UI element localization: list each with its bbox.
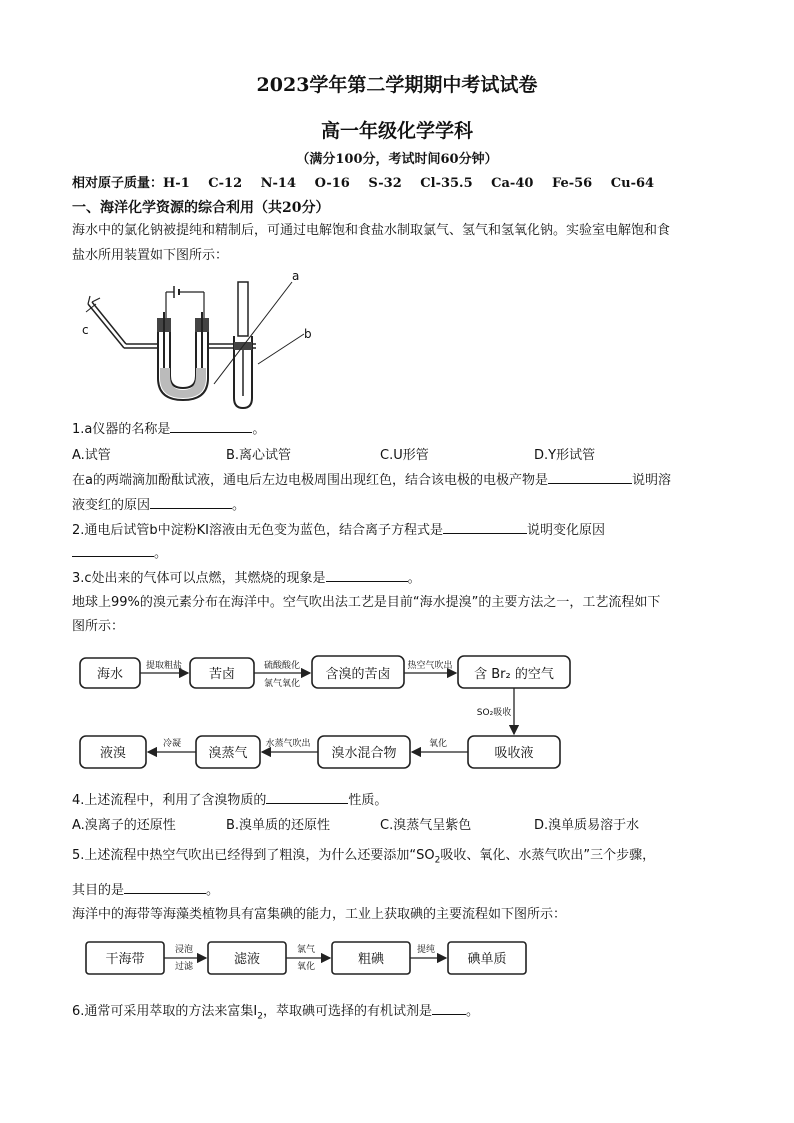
intro-line-1: 海水中的氯化钠被提纯和精制后，可通过电解饱和食盐水制取氯气、氢气和氢氧化钠。实验室电解饱和食 (72, 223, 671, 238)
q4-option-c[interactable]: C.溴蒸气呈紫色 (380, 818, 472, 833)
q2-blank-1[interactable] (443, 519, 527, 534)
q4-blank[interactable] (266, 789, 348, 804)
q1-option-c[interactable]: C.U形管 (380, 448, 429, 463)
exam-title: 2023学年第二学期期中考试试卷 (256, 74, 538, 96)
exam-note: （满分100分，考试时间60分钟） (296, 152, 498, 167)
q4-stem: 4.上述流程中，利用了含溴物质的 (72, 793, 267, 808)
iodine-text-pure: 碘单质 (467, 952, 507, 967)
iodine-text-crude: 粗碘 (357, 952, 385, 967)
atomic-mass-c: C-12 (208, 176, 243, 191)
iodine-label-chlorine: 氯气 (296, 945, 316, 955)
electrolysis-apparatus (78, 268, 338, 414)
q1-follow-blank-2[interactable] (150, 494, 232, 509)
flow-text-br2-air: 含 Br₂ 的空气 (474, 667, 554, 682)
iodine-label-purify: 提纯 (416, 945, 436, 955)
q1-end: 。 (252, 422, 266, 437)
iodine-text-filtrate: 滤液 (233, 952, 261, 967)
q1-follow-line-1 (72, 469, 671, 491)
intro-line-2: 盐水所用装置如下图所示： (72, 248, 229, 263)
iodine-intro: 海洋中的海带等海藻类植物具有富集碘的能力，工业上获取碘的主要流程如下图所示： (72, 907, 567, 922)
q3-stem: 3.c处出来的气体可以点燃，其燃烧的现象是 (72, 571, 326, 586)
q4-option-d[interactable]: D.溴单质易溶于水 (534, 818, 640, 833)
question-6 (72, 1000, 479, 1027)
atomic-mass-cu: Cu-64 (610, 176, 655, 191)
q1-follow-text-a: 在a的两端滴加酚酞试液，通电后左边电极周围出现红色，结合该电极的电极产物是 (72, 473, 548, 488)
q5-so2-sub: 2 (434, 855, 441, 866)
flow-text-seawater: 海水 (96, 667, 124, 682)
iodine-label-oxidize: 氧化 (296, 962, 316, 972)
atomic-mass-n: N-14 (260, 176, 297, 191)
flow-text-bittern: 苦卤 (208, 667, 236, 682)
atomic-mass-h: H-1 (163, 176, 190, 191)
question-3 (72, 567, 421, 589)
flow-text-absorbent: 吸收液 (494, 746, 534, 761)
q2-line-2 (72, 542, 167, 564)
q2-blank-2[interactable] (72, 542, 154, 557)
flow-text-bromine-water: 溴水混合物 (331, 746, 397, 761)
section-heading: 一、海洋化学资源的综合利用（共20分） (72, 200, 330, 216)
q4-option-a[interactable]: A.溴离子的还原性 (72, 818, 176, 833)
flow-text-bromine-vapor: 溴蒸气 (208, 746, 248, 761)
q1-option-d[interactable]: D.Y形试管 (534, 448, 596, 463)
iodine-flow-diagram (80, 936, 540, 982)
q5-line-2 (72, 879, 219, 901)
flow-label-hot-air: 热空气吹出 (407, 661, 453, 671)
atomic-mass-ca: Ca-40 (491, 176, 534, 191)
q2-text-a: 2.通电后试管b中淀粉KI溶液由无色变为蓝色，结合离子方程式是 (72, 523, 444, 538)
q3-end: 。 (407, 571, 421, 586)
flow-label-chlorine-oxidation: 氯气氧化 (263, 679, 301, 689)
question-2 (72, 519, 605, 541)
atomic-mass-label: 相对原子质量： (72, 176, 164, 191)
subject-title: 高一年级化学学科 (320, 120, 473, 142)
atomic-mass-s: S-32 (368, 176, 402, 191)
q1-option-a[interactable]: A.试管 (72, 448, 111, 463)
q4-end: 性质。 (348, 793, 388, 808)
atomic-mass-o: O-16 (314, 176, 350, 191)
flow-text-bromine-bittern: 含溴的苦卤 (325, 667, 391, 682)
iodine-label-soak: 浸泡 (174, 945, 194, 955)
flow-label-acidify: 硫酸酸化 (263, 661, 301, 671)
q5-text-c: 其目的是 (72, 883, 125, 898)
bromine-intro-2: 图所示： (72, 619, 125, 634)
q1-follow-line-2 (72, 494, 245, 516)
label-b: b (304, 327, 312, 341)
flow-label-so2-absorb: SO₂吸收 (476, 708, 512, 718)
q1-stem: 1.a仪器的名称是 (72, 422, 171, 437)
label-a: a (292, 269, 300, 283)
q2-end: 。 (154, 546, 168, 561)
q6-rest: ，萃取碘可选择的有机试剂是 (262, 1004, 432, 1019)
atomic-mass-fe: Fe-56 (551, 176, 593, 191)
atomic-mass-cl: Cl-35.5 (420, 176, 473, 191)
q1-option-b[interactable]: B.离心试管 (226, 448, 292, 463)
q1-follow-end: 。 (232, 498, 246, 513)
q5-end: 。 (206, 883, 220, 898)
question-5 (72, 846, 655, 871)
q3-blank[interactable] (326, 567, 408, 582)
q6-stem: 6.通常可采用萃取的方法来富集I (72, 1004, 258, 1019)
q5-so2: SO (416, 848, 435, 863)
flow-label-oxidize: 氧化 (428, 739, 448, 749)
flow-label-extract-salt: 提取粗盐 (145, 661, 183, 671)
iodine-text-kelp: 干海带 (105, 952, 145, 967)
q1-answer-blank[interactable] (170, 418, 252, 433)
flow-label-steam: 水蒸气吹出 (265, 739, 311, 749)
q5-text-a: 5.上述流程中热空气吹出已经得到了粗溴，为什么还要添加“ (72, 848, 417, 863)
label-c: c (82, 323, 89, 337)
q1-follow-text-b: 说明溶 (631, 473, 671, 488)
bromine-flow-diagram (72, 648, 572, 774)
flow-label-condense: 冷凝 (162, 739, 182, 749)
q2-text-b: 说明变化原因 (527, 523, 606, 538)
q1-follow-text-c: 液变红的原因 (72, 498, 151, 513)
q5-blank[interactable] (124, 879, 206, 894)
q1-follow-blank-1[interactable] (548, 469, 632, 484)
q6-end: 。 (466, 1004, 480, 1019)
question-1 (72, 418, 265, 440)
flow-text-liquid-bromine: 液溴 (99, 746, 127, 761)
bromine-intro-1: 地球上99%的溴元素分布在海洋中。空气吹出法工艺是目前“海水提溴”的主要方法之一，工艺流程如下 (72, 595, 661, 610)
q5-text-b: 吸收、氧化、水蒸气吹出”三个步骤， (440, 848, 656, 863)
atomic-mass-line (72, 172, 654, 191)
iodine-label-filter: 过滤 (174, 962, 194, 972)
question-4 (72, 789, 387, 811)
q6-sub: 2 (257, 1011, 263, 1022)
q6-blank[interactable] (432, 1000, 466, 1015)
q4-option-b[interactable]: B.溴单质的还原性 (226, 818, 331, 833)
